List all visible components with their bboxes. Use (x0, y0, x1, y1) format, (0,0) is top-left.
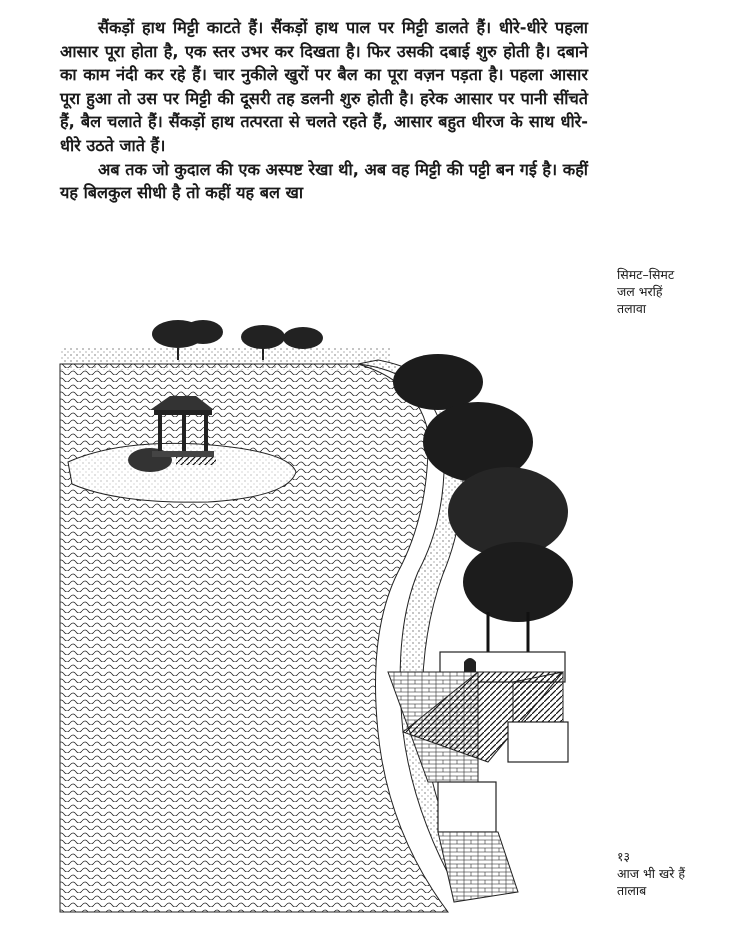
page-number: १३ (617, 849, 631, 864)
paragraph-2: अब तक जो कुदाल की एक अस्पष्ट रेखा थी, अब वह मिट्टी की पट्टी बन गई है। कहीं यह बिलकुल सीधी है तो कहीं यह बल खा (60, 159, 588, 203)
far-bank (60, 320, 390, 370)
side-quote-line: सिमट–सिमट (617, 267, 675, 282)
book-title-line: तालाब (617, 883, 647, 898)
paragraph-1: सैंकड़ों हाथ मिट्टी काटते हैं। सैंकड़ों हाथ पाल पर मिट्टी डालते हैं। धीरे-धीरे पहला आसार पूरा होता है, एक स्तर उभर कर दिखता है। फिर उसकी दबाई शुरु होती है। दबाने का काम नंदी कर रहे हैं। चार नुकीले खुरों पर बैल का पूरा वज़न पड़ता है। पहला आसार पूरा हुआ तो उस पर मिट्टी की दूसरी तह डलनी शुरु होती है। हरेक आसार पर पानी सींचते हैं, बैल चलाते हैं। सैंकड़ों हाथ तत्परता से चलते रहते हैं, आसार बहुत धीरज के साथ धीरे-धीरे उठते जाते हैं। (60, 18, 588, 155)
book-title-line: आज भी खरे हैं (617, 866, 685, 881)
side-quote-line: तलावा (617, 301, 647, 316)
side-quote-line: जल भरहिं (617, 284, 663, 299)
page-footer (617, 848, 727, 899)
pavilion (150, 396, 216, 465)
pond-illustration (58, 312, 578, 932)
side-quote (617, 266, 727, 317)
pond-water (60, 364, 448, 912)
body-text (60, 16, 588, 205)
